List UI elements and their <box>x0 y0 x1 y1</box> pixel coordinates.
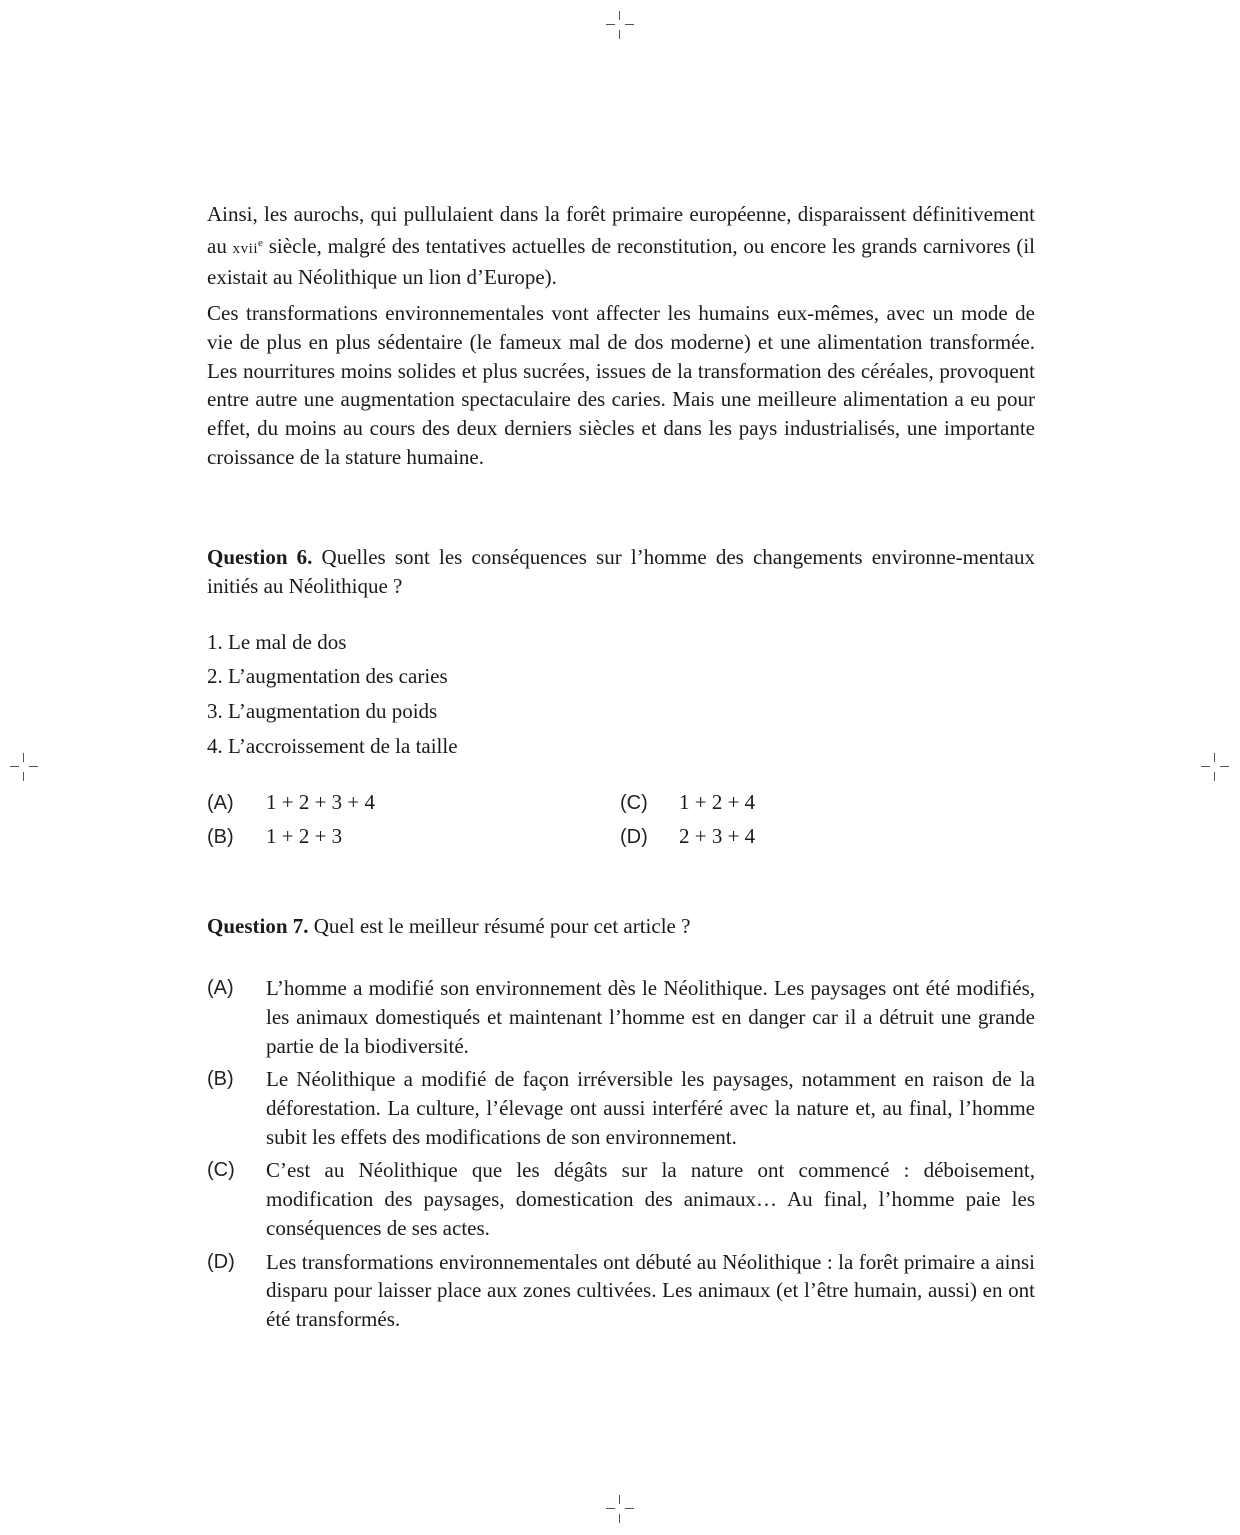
question-6-label: Question 6. <box>207 545 313 570</box>
registration-mark-left <box>10 753 38 781</box>
list-item: 1. Le mal de dos <box>207 629 347 654</box>
answer-letter: (C) <box>620 792 648 815</box>
answer-letter: (A) <box>207 792 234 815</box>
registration-mark-bottom <box>606 1495 634 1523</box>
answer-letter: (A) <box>207 977 234 1000</box>
answer-option-c[interactable] <box>207 1156 1035 1242</box>
answer-option-c[interactable] <box>620 785 756 819</box>
answer-letter: (B) <box>207 826 234 849</box>
answer-value: 2 + 3 + 4 <box>679 824 756 849</box>
question-7-prompt <box>207 912 1035 941</box>
answer-option-b[interactable] <box>207 819 343 853</box>
question-7-label: Question 7. <box>207 914 309 939</box>
answer-letter: (B) <box>207 1068 234 1091</box>
century-superscript: e <box>258 236 263 249</box>
list-item: 2. L’augmentation des caries <box>207 664 448 689</box>
list-item: 4. L’accroissement de la taille <box>207 733 458 758</box>
answer-letter: (C) <box>207 1159 235 1182</box>
answer-letter: (D) <box>207 1250 235 1273</box>
answer-value: 1 + 2 + 4 <box>679 790 756 815</box>
century-numeral: xvii <box>232 240 259 257</box>
registration-mark-top <box>606 11 634 39</box>
answer-option-d[interactable] <box>207 1248 1035 1334</box>
answer-letter: (D) <box>620 826 648 849</box>
answer-text: C’est au Néolithique que les dégâts sur la nature ont commencé : déboisement, modification des paysages, domestication des animaux… Au final, l’homme paie les conséquences de ses actes. <box>266 1158 1035 1240</box>
answer-value: 1 + 2 + 3 <box>266 824 343 849</box>
question-6-answers <box>207 785 1035 853</box>
answer-text: Les transformations environnementales ont débuté au Néolithique : la forêt primaire a ainsi disparu pour laisser place aux zones cultivées. Les animaux (et l’être humain, aussi) en ont été transformés. <box>266 1249 1035 1331</box>
registration-mark-right <box>1201 753 1229 781</box>
list-item: 3. L’augmentation du poids <box>207 699 438 724</box>
passage-paragraph-2: Ces transformations environnementales vont affecter les humains eux-mêmes, avec un mode de vie de plus en plus sédentaire (le fameux mal de dos moderne) et une alimentation transformée. Les nourritures moins solides et plus sucrées, issues de la transformation des céréales, provoquent entre autre une augmentation spectaculaire des caries. Mais une meilleure alimentation a eu pour effet, du moins au cours des deux derniers siècles et dans les pays industrialisés, une importante croissance de la stature humaine. <box>207 301 1035 469</box>
answer-option-a[interactable] <box>207 785 376 819</box>
question-6-items <box>207 625 1035 764</box>
answer-option-b[interactable] <box>207 1065 1035 1151</box>
answer-option-a[interactable] <box>207 974 1035 1060</box>
question-7-text: Quel est le meilleur résumé pour cet article ? <box>308 914 691 939</box>
question-6-prompt <box>207 543 1035 600</box>
answer-text: L’homme a modifié son environnement dès le Néolithique. Les paysages ont été modifiés, les animaux domestiqués et maintenant l’homme est en danger car il a détruit une grande partie de la biodiversité. <box>266 976 1035 1058</box>
question-6-text: Quelles sont les conséquences sur l’homme des changements environne-mentaux initiés au Néolithique ? <box>207 545 1035 599</box>
passage-paragraph-1: Ainsi, les aurochs, qui pullulaient dans la forêt primaire européenne, disparaissent définitivement au xvii$^e$ siècle, malgré des tentatives actuelles de reconstitution, ou encore les grands carnivores (il existait au Néolithique un lion d’Europe). <box>207 202 1035 290</box>
answer-option-d[interactable] <box>620 819 756 853</box>
answer-text: Le Néolithique a modifié de façon irréversible les paysages, notamment en raison de la déforestation. La culture, l’élevage ont aussi interféré avec la nature et, au final, l’homme subit les effets des modifications de son environnement. <box>266 1067 1035 1149</box>
answer-value: 1 + 2 + 3 + 4 <box>266 790 376 815</box>
page-content <box>207 200 1035 1339</box>
